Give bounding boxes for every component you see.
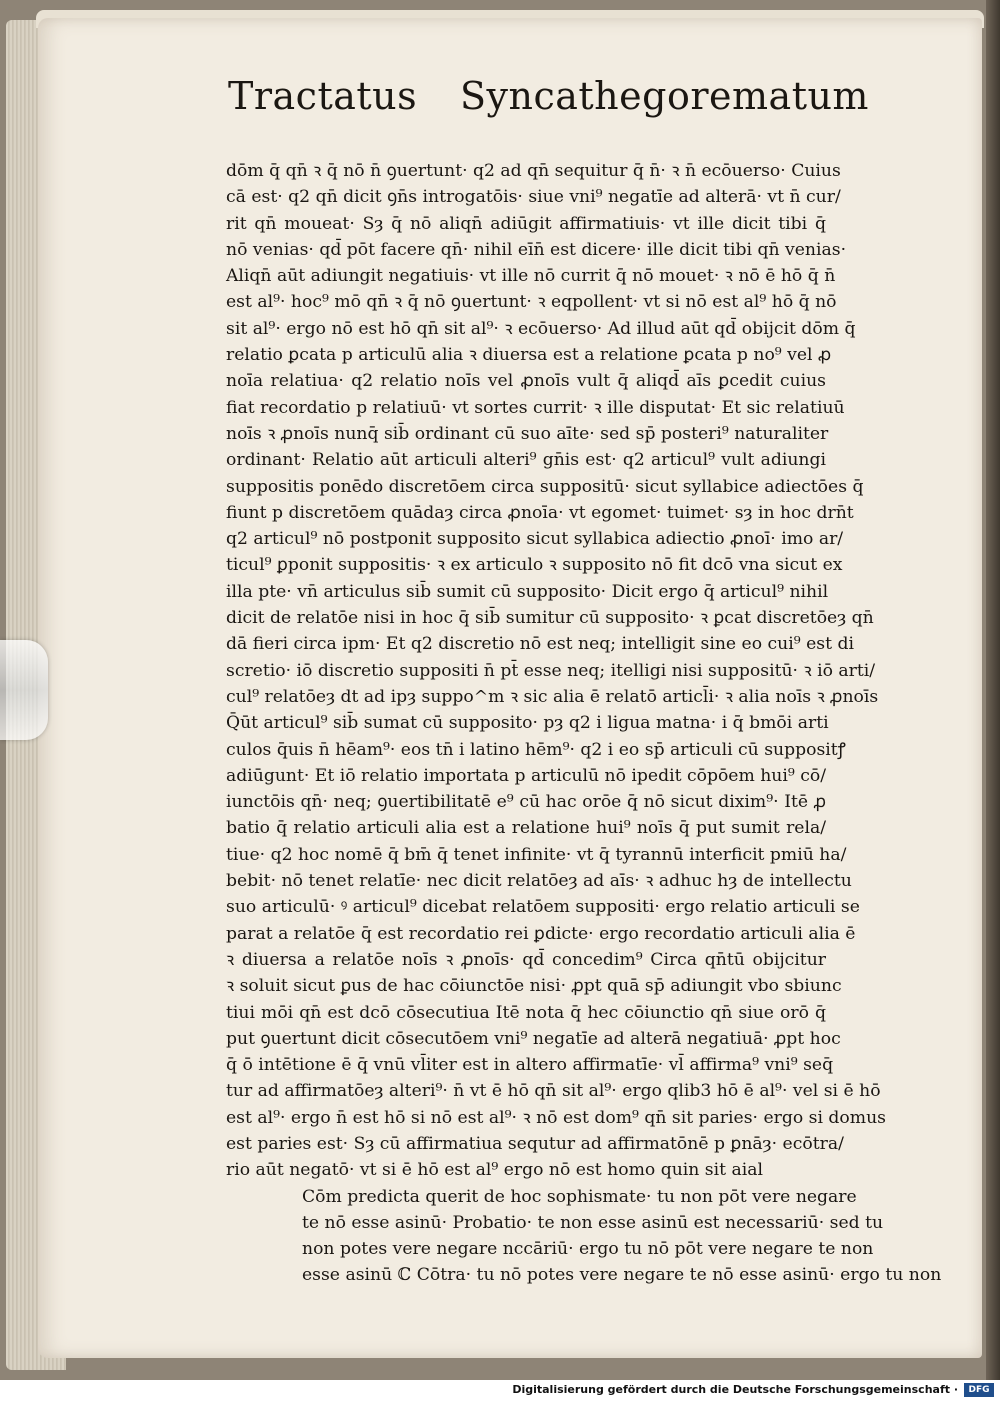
footer-bar	[0, 1380, 1000, 1402]
text-line: tiui mōi qn̄ est dcō cōsecutiua Itē nota q̄ hec cōiunctio qn̄ siue orō q̄	[226, 1002, 826, 1023]
text-line: fiunt p discretōem quādaȝ circa ꝓnoīa· vt egomet· tuimet· sȝ in hoc drn̄t	[226, 502, 854, 523]
text-line: adiūgunt· Et iō relatio importata p articulū nō ipedit cōpōem hui⁹ cō/	[226, 765, 826, 786]
text-line: dōm q̄ qn̄ ꝛ q̄ nō n̄ ꝯuertunt· q2 ad qn̄ sequitur q̄ n̄· ꝛ n̄ ecōuerso· Cuius	[226, 161, 841, 181]
text-line: sit al⁹· ergo nō est hō qn̄ sit al⁹· ꝛ ecōuerso· Ad illud aūt qd̄ obijcit dōm q̄	[226, 318, 856, 339]
text-line: rio aūt negatō· vt si ē hō est al⁹ ergo nō est homo quin sit aial	[226, 1160, 763, 1181]
text-line: est al⁹· ergo n̄ est hō si nō est al⁹· ꝛ nō est dom⁹ qn̄ sit paries· ergo si domus	[226, 1107, 886, 1128]
text-line: ordinant· Relatio aūt articuli alteri⁹ gn̄is est· q2 articul⁹ vult adiungi	[226, 450, 826, 471]
text-line: Q̄ūt articul⁹ sib̄ sumat cū supposito· pȝ q2 i ligua matna· i q̄ bmōi arti	[226, 713, 829, 734]
text-line: nō venias· qd̄ pōt facere qn̄· nihil eīn̄ est dicere· ille dicit tibi qn̄ venias·	[226, 239, 847, 260]
text-line: relatio ꝑcata p articulū alia ꝛ diuersa est a relatione ꝑcata p no⁹ vel ꝓ	[226, 345, 832, 366]
text-line: culos q̄uis n̄ hēam⁹· eos tn̄ i latino hēm⁹· q2 i eo sp̄ articuli cū suppositꝭ	[226, 739, 846, 760]
text-line: suo articulū· ꝰ articul⁹ dicebat relatōem suppositi· ergo relatio articuli se	[226, 897, 860, 918]
text-line: put ꝯuertunt dicit cōsecutōem vni⁹ negatīe ad alterā negatiuā· ꝓpt hoc	[226, 1028, 841, 1049]
text-line: noīs ꝛ ꝓnoīs nunq̄ sib̄ ordinant cū suo aīte· sed sp̄ posteri⁹ naturaliter	[226, 423, 829, 444]
text-line: non potes vere negare nccāriū· ergo tu nō pōt vere negare te non	[302, 1239, 874, 1260]
text-line: suppositis ponēdo discretōem circa suppositū· sicut syllabice adiectōes q̄	[226, 476, 864, 497]
text-line: scretio· iō discretio suppositi n̄ pt̄ esse neq; itelligi nisi suppositū· ꝛ iō arti/	[226, 660, 876, 681]
text-line: est al⁹· hoc⁹ mō qn̄ ꝛ q̄ nō ꝯuertunt· ꝛ eqpollent· vt si nō est al⁹ hō q̄ nō	[226, 292, 837, 313]
text-line: Cōm predicta querit de hoc sophismate· tu non pōt vere negare	[302, 1186, 857, 1207]
text-line: parat a relatōe q̄ est recordatio rei ꝑdicte· ergo recordatio articuli alia ē	[226, 923, 856, 944]
dfg-logo: DFG	[964, 1383, 994, 1397]
text-line: tiue· q2 hoc nomē q̄ bm̄ q̄ tenet infinite· vt q̄ tyrannū interficit pmiū ha/	[226, 844, 847, 865]
text-line: fiat recordatio p relatiuū· vt sortes currit· ꝛ ille disputat· Et sic relatiuū	[226, 397, 845, 418]
page-clip	[0, 640, 48, 740]
text-line: rit qn̄ moueat· Sȝ q̄ nō aliqn̄ adiūgit affirmatiuis· vt ille dicit tibi q̄	[226, 213, 826, 234]
book-board-edge	[986, 0, 1000, 1380]
text-line: dicit de relatōe nisi in hoc q̄ sib̄ sumitur cū supposito· ꝛ ꝑcat discretōeȝ qn̄	[226, 608, 874, 629]
text-line: q2 articul⁹ nō postponit supposito sicut syllabica adiectio ꝓnoī· imo ar/	[226, 529, 844, 550]
running-head	[228, 74, 869, 134]
running-head-right: Syncathegorematum	[460, 74, 869, 118]
text-line: q̄ ō intētione ē q̄ vnū vl̄iter est in altero affirmatīe· vl̄ affirma⁹ vni⁹ seq̄	[226, 1055, 834, 1076]
text-line: batio q̄ relatio articuli alia est a relatione hui⁹ noīs q̄ put sumit rela/	[226, 818, 826, 839]
text-line: bebit· nō tenet relatīe· nec dicit relatōeȝ ad aīs· ꝛ adhuc hȝ de intellectu	[226, 871, 852, 892]
text-line: noīa relatiua· q2 relatio noīs vel ꝓnoīs vult q̄ aliqd̄ aīs ꝑcedit cuius	[226, 371, 826, 392]
text-line: cul⁹ relatōeȝ dt ad ipȝ suppo^m ꝛ sic alia ē relatō articl̄i· ꝛ alia noīs ꝛ ꝓnoīs	[226, 686, 879, 707]
text-line: ꝛ soluit sicut ꝑus de hac cōiunctōe nisi· ꝓpt quā sp̄ adiungit vbo sbiunc	[226, 976, 842, 997]
text-line: iunctōis qn̄· neq; ꝯuertibilitatē e⁹ cū hac orōe q̄ nō sicut dixim⁹· Itē ꝓ	[226, 792, 826, 813]
funding-credit: Digitalisierung gefördert durch die Deutsche Forschungsgemeinschaft ·	[512, 1383, 958, 1396]
text-line: ꝛ diuersa a relatōe noīs ꝛ ꝓnoīs· qd̄ concedim⁹ Circa qn̄tū obijcitur	[226, 949, 826, 970]
text-line: ticul⁹ ꝑponit suppositis· ꝛ ex articulo ꝛ supposito nō fit dcō vna sicut ex	[226, 555, 843, 576]
text-line: Aliqn̄ aūt adiungit negatiuis· vt ille nō currit q̄ nō mouet· ꝛ nō ē hō q̄ n̄	[226, 266, 836, 287]
running-head-left: Tractatus	[228, 74, 418, 118]
text-line: esse asinū ℂ Cōtra· tu nō potes vere negare te nō esse asinū· ergo tu non	[302, 1265, 942, 1286]
text-line: tur ad affirmatōeȝ alteri⁹· n̄ vt ē hō qn̄ sit al⁹· ergo qlib3 hō ē al⁹· vel si ē hō	[226, 1081, 881, 1102]
text-line: dā fieri circa ipm· Et q2 discretio nō est neq; intelligit sine eo cui⁹ est di	[226, 634, 854, 655]
text-line: te nō esse asinū· Probatio· te non esse asinū est necessariū· sed tu	[302, 1212, 884, 1233]
text-column	[226, 158, 942, 1289]
text-line: est paries est· Sȝ cū affirmatiua sequtur ad affirmatōnē p ꝑnāȝ· ecōtra/	[226, 1133, 844, 1154]
text-line: cā est· q2 qn̄ dicit ꝯn̄s introgatōis· siue vni⁹ negatīe ad alterā· vt n̄ cur/	[226, 187, 841, 208]
text-line: illa pte· vn̄ articulus sib̄ sumit cū supposito· Dicit ergo q̄ articul⁹ nihil	[226, 581, 829, 602]
